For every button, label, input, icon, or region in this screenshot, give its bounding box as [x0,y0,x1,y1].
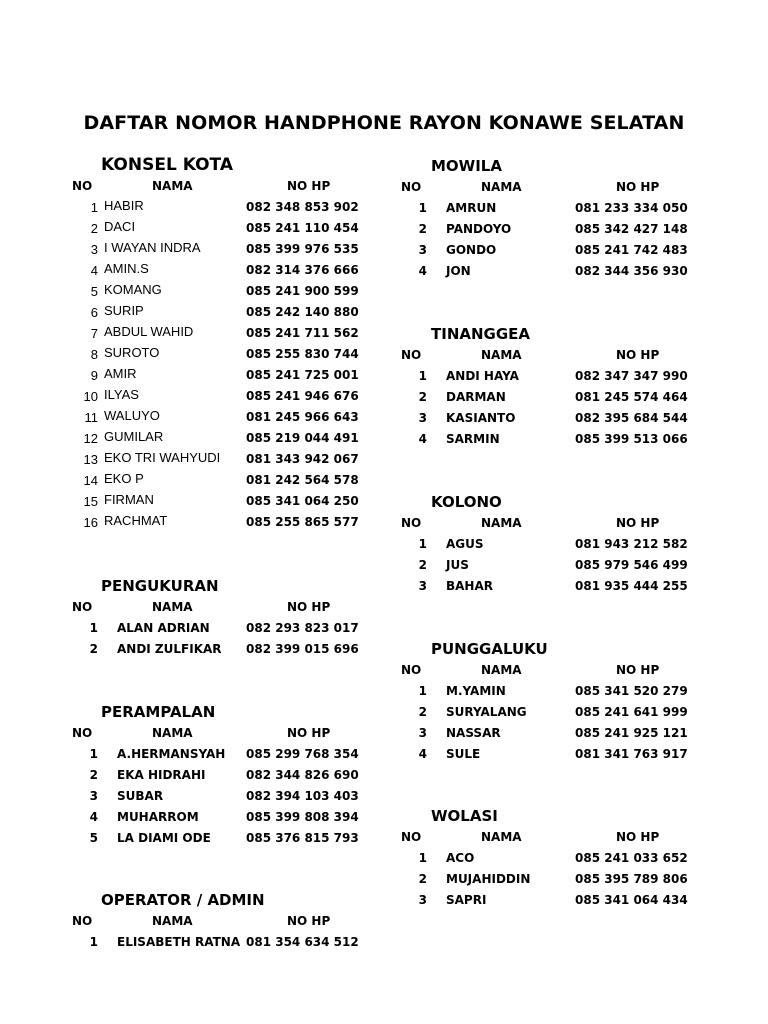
table-row [72,407,372,428]
section-title: OPERATOR / ADMIN [101,891,265,909]
section [401,491,701,597]
row-hp: 085 241 711 562 [246,326,359,340]
table-row [72,344,372,365]
row-hp: 085 255 865 577 [246,515,359,529]
row-hp: 085 341 520 279 [575,684,688,698]
row-nama: DARMAN [446,390,506,404]
row-nama: I WAYAN INDRA [104,240,201,255]
header-no: NO [401,180,422,194]
header-nama: NAMA [481,516,522,530]
table-row [401,240,701,261]
header-nama: NAMA [481,663,522,677]
row-nama: M.YAMIN [446,684,506,698]
section-title: KOLONO [431,493,502,511]
row-hp: 085 342 427 148 [575,222,688,236]
row-no: 3 [89,789,98,803]
row-nama: JON [446,264,471,278]
row-hp: 081 245 574 464 [575,390,688,404]
section-title: TINANGGEA [431,325,531,343]
table-row [401,576,701,597]
row-no: 2 [89,768,98,782]
row-no: 3 [418,726,427,740]
row-no: 2 [90,221,98,236]
row-hp: 081 242 564 578 [246,473,359,487]
table-row [72,491,372,512]
section [72,889,372,953]
row-nama: MUHARROM [117,810,199,824]
header-hp: NO HP [616,830,660,844]
table-row [72,218,372,239]
table-row [401,534,701,555]
header-no: NO [72,726,93,740]
row-nama: ABDUL WAHID [104,324,194,339]
row-hp: 085 399 808 394 [246,810,359,824]
table-header [72,911,372,932]
row-no: 6 [90,305,98,320]
table-row [401,366,701,387]
row-no: 4 [90,263,98,278]
header-nama: NAMA [481,348,522,362]
row-no: 4 [418,747,427,761]
row-hp: 085 299 768 354 [246,747,359,761]
section-title: MOWILA [431,157,502,175]
row-no: 10 [83,389,98,404]
header-nama: NAMA [481,830,522,844]
row-hp: 085 241 110 454 [246,221,359,235]
row-hp: 085 399 513 066 [575,432,688,446]
row-no: 1 [89,935,98,949]
table-row [72,744,372,765]
row-nama: SURYALANG [446,705,527,719]
table-header [401,513,701,534]
header-nama: NAMA [481,180,522,194]
row-hp: 081 341 763 917 [575,747,688,761]
row-nama: SULE [446,747,481,761]
row-nama: JUS [446,558,469,572]
row-nama: AGUS [446,537,484,551]
row-nama: KOMANG [104,282,162,297]
row-no: 8 [90,347,98,362]
header-no: NO [401,830,422,844]
header-hp: NO HP [287,179,331,193]
section [72,575,372,660]
row-hp: 085 399 976 535 [246,242,359,256]
table-row [72,323,372,344]
row-hp: 085 255 830 744 [246,347,359,361]
header-nama: NAMA [152,179,193,193]
row-hp: 085 341 064 434 [575,893,688,907]
table-row [401,890,701,911]
row-nama: SUROTO [104,345,160,360]
section-title: WOLASI [431,807,498,825]
row-nama: ANDI ZULFIKAR [117,642,222,656]
row-nama: WALUYO [104,408,160,423]
page-title: DAFTAR NOMOR HANDPHONE RAYON KONAWE SELATAN [83,112,685,134]
row-no: 3 [90,242,98,257]
row-nama: DACI [104,219,136,234]
row-no: 3 [418,411,427,425]
table-row [72,470,372,491]
table-row [72,618,372,639]
table-row [72,281,372,302]
row-no: 9 [90,368,98,383]
row-hp: 081 245 966 643 [246,410,359,424]
row-no: 1 [418,369,427,383]
row-hp: 085 241 641 999 [575,705,688,719]
row-hp: 081 354 634 512 [246,935,359,949]
table-header [401,177,701,198]
table-header [401,660,701,681]
row-no: 7 [90,326,98,341]
row-hp: 082 347 347 990 [575,369,688,383]
header-hp: NO HP [287,600,331,614]
row-nama: BAHAR [446,579,494,593]
header-hp: NO HP [287,914,331,928]
table-row [72,786,372,807]
header-no: NO [401,516,422,530]
row-nama: LA DIAMI ODE [117,831,211,845]
row-nama: SUBAR [117,789,164,803]
table-row [72,828,372,849]
row-no: 2 [89,642,98,656]
section-title: PERAMPALAN [101,703,216,721]
table-row [401,723,701,744]
row-no: 3 [418,243,427,257]
row-no: 2 [418,558,427,572]
row-hp: 085 241 725 001 [246,368,359,382]
header-hp: NO HP [287,726,331,740]
row-hp: 085 341 064 250 [246,494,359,508]
row-no: 4 [418,432,427,446]
section [401,638,701,765]
row-hp: 082 394 103 403 [246,789,359,803]
row-hp: 085 241 742 483 [575,243,688,257]
row-nama: KASIANTO [446,411,516,425]
row-no: 14 [83,473,98,488]
row-no: 4 [89,810,98,824]
table-row [72,765,372,786]
header-no: NO [401,663,422,677]
row-hp: 082 293 823 017 [246,621,359,635]
row-no: 16 [83,515,98,530]
row-hp: 082 344 826 690 [246,768,359,782]
row-no: 15 [83,494,98,509]
table-row [72,639,372,660]
row-no: 3 [418,579,427,593]
table-row [401,555,701,576]
row-hp: 082 314 376 666 [246,263,359,277]
table-header [72,723,372,744]
row-hp: 082 399 015 696 [246,642,359,656]
table-row [401,387,701,408]
table-row [72,807,372,828]
row-nama: A.HERMANSYAH [117,747,226,761]
table-row [72,197,372,218]
row-nama: EKA HIDRAHI [117,768,206,782]
row-nama: FIRMAN [104,492,154,507]
table-row [401,744,701,765]
header-no: NO [401,348,422,362]
row-nama: ANDI HAYA [446,369,519,383]
row-nama: SARMIN [446,432,500,446]
row-nama: AMIN.S [104,261,149,276]
row-hp: 085 219 044 491 [246,431,359,445]
table-row [72,449,372,470]
row-hp: 082 395 684 544 [575,411,688,425]
header-hp: NO HP [616,516,660,530]
row-nama: GONDO [446,243,497,257]
row-no: 13 [83,452,98,467]
row-hp: 085 241 925 121 [575,726,688,740]
row-hp: 082 348 853 902 [246,200,359,214]
row-nama: AMRUN [446,201,497,215]
row-hp: 085 979 546 499 [575,558,688,572]
table-header [401,345,701,366]
row-nama: HABIR [104,198,144,213]
row-hp: 081 233 334 050 [575,201,688,215]
table-row [401,702,701,723]
row-no: 1 [90,200,98,215]
row-nama: MUJAHIDDIN [446,872,531,886]
row-no: 5 [90,284,98,299]
table-row [72,428,372,449]
row-nama: PANDOYO [446,222,512,236]
table-row [401,198,701,219]
header-no: NO [72,179,93,193]
header-hp: NO HP [616,348,660,362]
table-row [401,429,701,450]
section [401,323,701,450]
row-nama: RACHMAT [104,513,168,528]
row-no: 11 [84,410,98,425]
row-no: 2 [418,390,427,404]
section-title: KONSEL KOTA [101,155,233,175]
table-row [72,386,372,407]
row-nama: ILYAS [104,387,139,402]
row-no: 1 [89,747,98,761]
row-nama: ELISABETH RATNA [117,935,241,949]
row-hp: 085 242 140 880 [246,305,359,319]
row-no: 1 [418,537,427,551]
header-nama: NAMA [152,600,193,614]
table-row [401,869,701,890]
row-hp: 081 343 942 067 [246,452,359,466]
row-no: 2 [418,705,427,719]
row-no: 1 [418,201,427,215]
section [72,154,372,533]
table-row [401,408,701,429]
row-hp: 081 943 212 582 [575,537,688,551]
table-header [72,176,372,197]
table-row [401,261,701,282]
row-hp: 085 241 946 676 [246,389,359,403]
header-hp: NO HP [616,663,660,677]
table-row [72,302,372,323]
row-nama: SURIP [104,303,144,318]
row-nama: GUMILAR [104,429,164,444]
row-hp: 085 395 789 806 [575,872,688,886]
header-nama: NAMA [152,726,193,740]
row-nama: SAPRI [446,893,487,907]
table-row [401,219,701,240]
section-title: PENGUKURAN [101,577,219,595]
row-hp: 082 344 356 930 [575,264,688,278]
header-no: NO [72,914,93,928]
row-no: 1 [418,684,427,698]
section-title: PUNGGALUKU [431,640,548,658]
row-no: 2 [418,222,427,236]
row-hp: 085 241 900 599 [246,284,359,298]
table-row [401,681,701,702]
row-nama: NASSAR [446,726,501,740]
table-header [72,597,372,618]
header-hp: NO HP [616,180,660,194]
section [72,701,372,849]
table-header [401,827,701,848]
table-row [72,239,372,260]
row-no: 1 [89,621,98,635]
header-no: NO [72,600,93,614]
row-no: 4 [418,264,427,278]
row-no: 3 [418,893,427,907]
table-row [72,512,372,533]
row-no: 5 [89,831,98,845]
row-no: 12 [83,431,98,446]
row-nama: ALAN ADRIAN [117,621,210,635]
row-hp: 085 376 815 793 [246,831,359,845]
row-hp: 081 935 444 255 [575,579,688,593]
table-row [401,848,701,869]
row-no: 1 [418,851,427,865]
section [401,155,701,282]
table-row [72,365,372,386]
row-nama: ACO [446,851,475,865]
row-hp: 085 241 033 652 [575,851,688,865]
row-nama: AMIR [104,366,137,381]
header-nama: NAMA [152,914,193,928]
table-row [72,932,372,953]
row-nama: EKO P [104,471,144,486]
section [401,805,701,911]
table-row [72,260,372,281]
row-no: 2 [418,872,427,886]
row-nama: EKO TRI WAHYUDI [104,450,221,465]
